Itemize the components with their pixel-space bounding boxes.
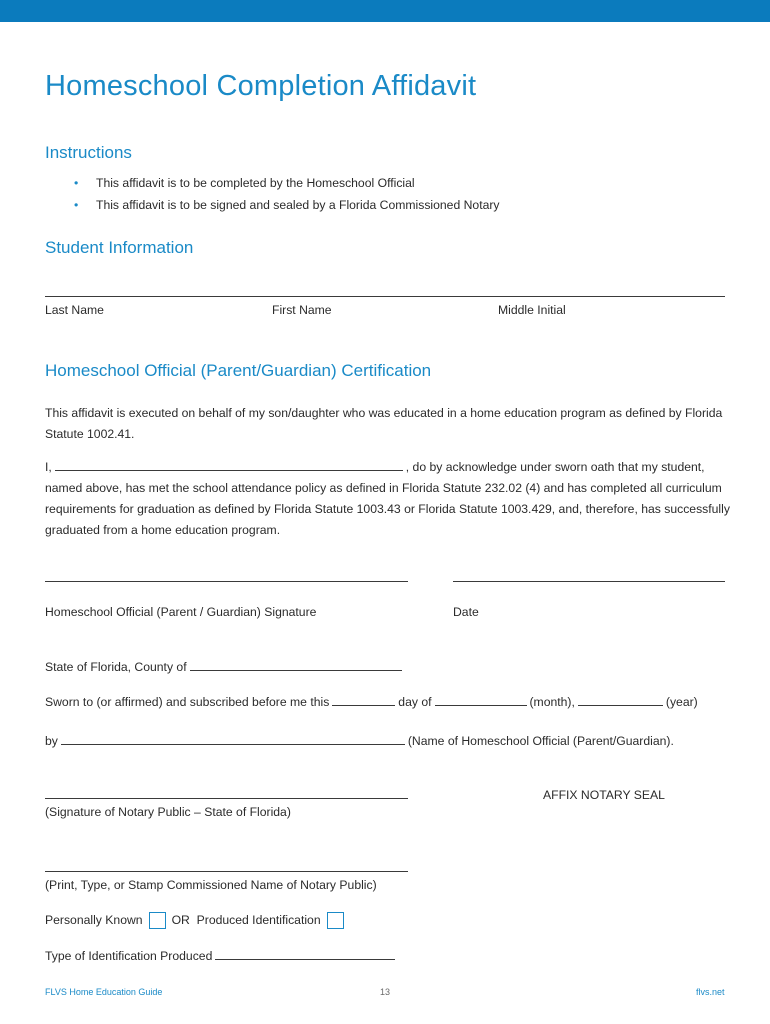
official-signature-line[interactable] — [45, 581, 408, 582]
bullet-icon: • — [74, 176, 79, 190]
id-type-field[interactable] — [215, 947, 395, 960]
last-name-label: Last Name — [45, 303, 104, 317]
top-banner — [0, 0, 770, 22]
county-row: State of Florida, County of — [45, 657, 402, 677]
student-info-heading: Student Information — [45, 238, 194, 257]
by-row: by (Name of Homeschool Official (Parent/Guardian). — [45, 734, 674, 748]
oath-paragraph: I, , do by acknowledge under sworn oath that my student, named above, has met the school attendance policy as defined in Florida Statute 232.02 (4) and has completed all curriculum requirements for graduation as defined by Florida Statute 1003.43 or Florida Statute 1003.429, and, therefore, has successfully graduated from a home education program. — [45, 460, 730, 537]
sworn-row: Sworn to (or affirmed) and subscribed before me this day of (month), (year) — [45, 695, 698, 709]
year-field[interactable] — [578, 693, 663, 706]
month-field[interactable] — [435, 693, 527, 706]
notary-name-line[interactable] — [45, 871, 408, 872]
personally-known-checkbox[interactable] — [149, 912, 166, 929]
notary-name-label: (Print, Type, or Stamp Commissioned Name of Notary Public) — [45, 878, 377, 892]
notary-signature-line[interactable] — [45, 798, 408, 799]
student-name-line[interactable] — [45, 296, 725, 297]
notary-seal-label: AFFIX NOTARY SEAL — [543, 788, 665, 802]
certification-heading: Homeschool Official (Parent/Guardian) Certification — [45, 361, 432, 380]
instruction-item: • This affidavit is to be completed by the Homeschool Official — [74, 176, 415, 190]
produced-identification-checkbox[interactable] — [327, 912, 344, 929]
bullet-icon: • — [74, 198, 79, 212]
county-field[interactable] — [190, 658, 402, 671]
official-name-print-field[interactable] — [61, 732, 405, 745]
middle-initial-label: Middle Initial — [498, 303, 566, 317]
first-name-label: First Name — [272, 303, 332, 317]
notary-signature-label: (Signature of Notary Public – State of Florida) — [45, 805, 291, 819]
instructions-heading: Instructions — [45, 143, 132, 162]
id-type-row: Type of Identification Produced — [45, 946, 398, 966]
date-line[interactable] — [453, 581, 725, 582]
date-label: Date — [453, 605, 479, 619]
page-number: 13 — [380, 987, 391, 997]
identification-row: Personally Known OR Produced Identification — [45, 910, 350, 930]
official-name-field[interactable] — [55, 458, 403, 471]
page-title: Homeschool Completion Affidavit — [45, 70, 477, 102]
footer-link[interactable]: flvs.net — [696, 987, 725, 997]
certification-paragraph: This affidavit is executed on behalf of my son/daughter who was educated in a home education program as defined by Florida Statute 1002.41. — [45, 406, 723, 441]
day-field[interactable] — [332, 693, 395, 706]
footer-guide-title: FLVS Home Education Guide — [45, 987, 163, 997]
official-signature-label: Homeschool Official (Parent / Guardian) Signature — [45, 605, 317, 619]
instruction-item: • This affidavit is to be signed and sealed by a Florida Commissioned Notary — [74, 198, 500, 212]
